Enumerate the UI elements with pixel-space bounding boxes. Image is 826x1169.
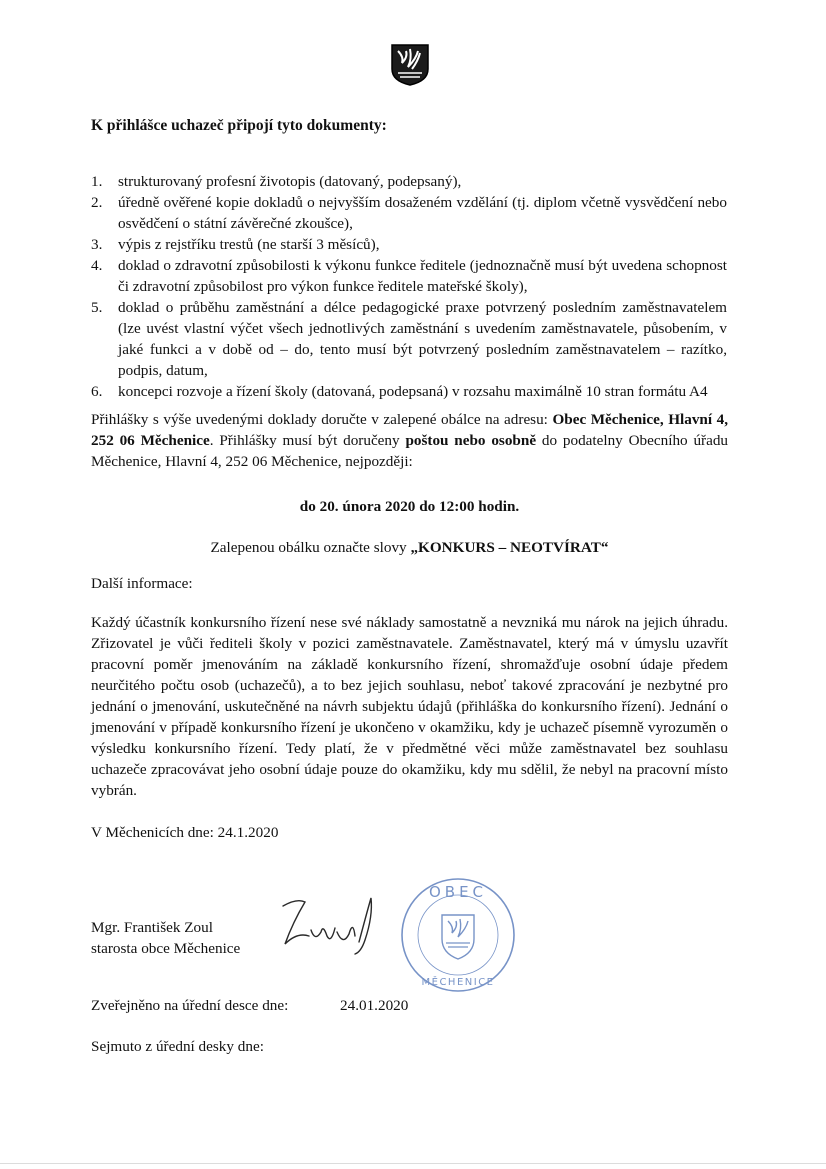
delivery-text: Přihlášky s výše uvedenými doklady doručte v zalepené obálce na adresu:: [91, 411, 553, 428]
stamp-top-text: OBEC: [428, 883, 488, 901]
envelope-marking: „KONKURS – NEOTVÍRAT“: [410, 539, 609, 556]
item-text: strukturovaný profesní životopis (datovaný, podepsaný),: [118, 173, 462, 190]
removed-label: Sejmuto z úřední desky dne:: [91, 1038, 264, 1055]
list-item: [91, 255, 727, 297]
list-item: [91, 381, 727, 402]
page-bottom-edge: [0, 1163, 826, 1164]
place-date: V Měchenicích dne: 24.1.2020: [91, 824, 279, 841]
published-date: 24.01.2020: [340, 997, 409, 1014]
item-number: 1.: [91, 173, 103, 190]
item-number: 6.: [91, 383, 103, 400]
published-label: Zveřejněno na úřední desce dne:: [91, 997, 289, 1014]
list-item: [91, 192, 727, 234]
official-stamp: [398, 875, 518, 995]
more-info-label: Další informace:: [91, 575, 193, 592]
coat-of-arms-icon: [390, 43, 430, 87]
item-text: doklad o průběhu zaměstnání a délce pedagogické praxe potvrzený posledním zaměstnavatelem (lze uvést vlastní výčet všech jednotlivých zaměstnání s uvedením zaměstnavatele, působením, v jaké funkci a v době od – do, tento musí být potvrzený posledním zaměstnavatelem – razítko, podpis, datum,: [118, 299, 727, 379]
delivery-method: poštou nebo osobně: [405, 432, 537, 449]
item-number: 2.: [91, 194, 103, 211]
delivery-text: do podatelny Obecního úřadu Měchenice, Hlavní 4, 252 06 Měchenice, nejpozději:: [91, 432, 729, 470]
handwritten-signature: [275, 892, 385, 962]
deadline: do 20. února 2020 do 12:00 hodin.: [299, 498, 520, 515]
stamp-bottom-text: MĚCHENICE: [421, 977, 495, 988]
item-text: doklad o zdravotní způsobilosti k výkonu funkce ředitele (jednoznačně musí být uvedena schopnost či zdravotní způsobilost pro výkon funkce ředitele mateřské školy),: [118, 257, 727, 295]
item-number: 5.: [91, 299, 103, 316]
signer-name: Mgr. František Zoul: [91, 919, 213, 936]
item-text: koncepci rozvoje a řízení školy (datovaná, podepsaná) v rozsahu maximálně 10 stran formátu A4: [118, 383, 708, 400]
list-item: [91, 234, 727, 255]
list-item: [91, 297, 727, 381]
documents-list: [91, 171, 727, 402]
list-item: [91, 171, 727, 192]
envelope-instruction: [91, 537, 728, 558]
info-paragraph: Každý účastník konkursního řízení nese své náklady samostatně a nevzniká mu nárok na jejich úhradu. Zřizovatel je vůči řediteli školy v pozici zaměstnavatele. Zaměstnavatel, který má v úmyslu uzavřít pracovní poměr jmenováním na základě konkursního řízení, shromažďuje osobní údaje předem neurčitého počtu osob (uchazečů), a to bez jejich souhlasu, neboť takové zpracování je nezbytné pro jednání o jmenování, uskutečněné na návrh subjektu údajů (přihláška do konkursního řízení). Jednání o jmenování v případě konkursního řízení je ukončeno v okamžiku, kdy je uchazeč písemně vyrozuměn o výsledku konkursního řízení. Tedy platí, že v předmětné věci může zaměstnavatel bez souhlasu uchazeče zpracovávat jeho osobní údaje pouze do okamžiku, kdy mu sdělil, že nebyl na pracovní místo vybrán.: [91, 614, 728, 799]
item-text: výpis z rejstříku trestů (ne starší 3 měsíců),: [118, 236, 380, 253]
item-number: 3.: [91, 236, 103, 253]
delivery-paragraph: [91, 409, 728, 472]
signer-role: starosta obce Měchenice: [91, 940, 241, 957]
delivery-address: Obec Měchenice, Hlavní 4, 252 06 Měchenice: [91, 411, 728, 449]
delivery-text: . Přihlášky musí být doručeny: [209, 432, 406, 449]
documents-heading: K přihlášce uchazeč připojí tyto dokumenty:: [91, 117, 387, 134]
envelope-text: Zalepenou obálku označte slovy: [210, 539, 411, 556]
item-number: 4.: [91, 257, 103, 274]
item-text: úředně ověřené kopie dokladů o nejvyšším dosaženém vzdělání (tj. diplom včetně vysvědčení nebo osvědčení o státní závěrečné zkoušce),: [118, 194, 727, 232]
